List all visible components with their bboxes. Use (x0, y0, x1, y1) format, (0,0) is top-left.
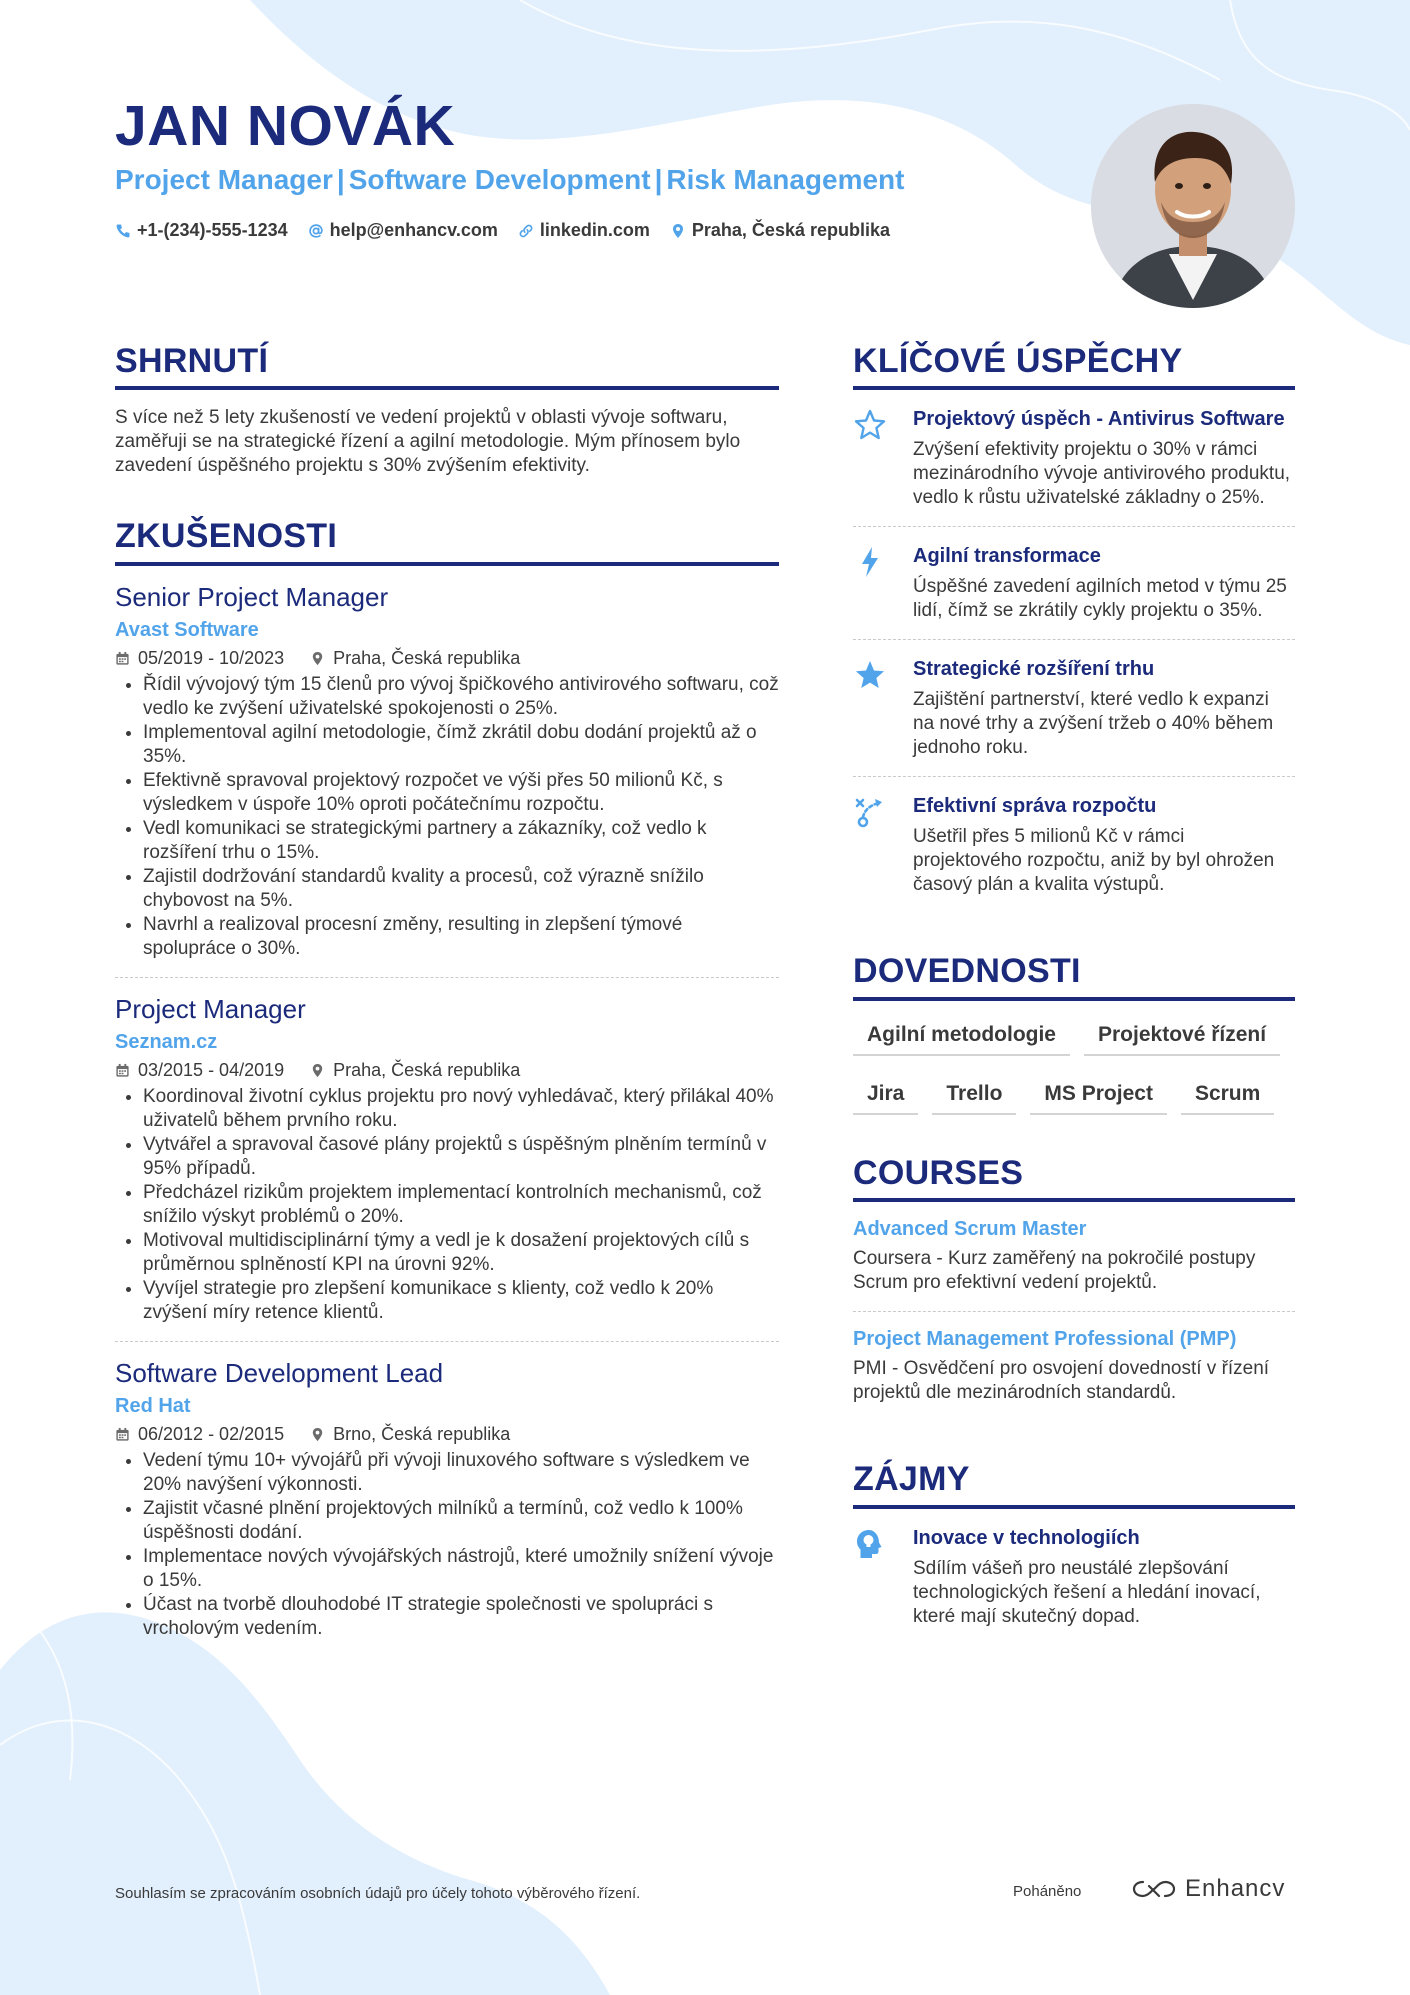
achievement-title: Strategické rozšíření trhu (913, 658, 1155, 681)
achievements-section (853, 343, 1295, 913)
date-range: 03/2015 - 04/2019 (138, 1060, 285, 1081)
bullet-item: • Implementoval agilní metodologie, čímž zkrátil dobu dodání projektů až o 35%. (143, 721, 779, 769)
company-name: Avast Software (115, 618, 259, 641)
brand-logo[interactable] (1131, 1875, 1285, 1903)
course-desc: Coursera - Kurz zaměřený na pokročilé postupy Scrum pro efektivní vedení projektů. (853, 1248, 1256, 1294)
lightning-icon (853, 545, 887, 579)
course-title: Advanced Scrum Master (853, 1218, 1087, 1241)
achievement-item (853, 640, 1295, 777)
skill-tag: Jira (853, 1082, 918, 1115)
job-bullets (115, 1085, 779, 1325)
contact-phone[interactable] (115, 220, 288, 241)
summary-section (115, 343, 779, 478)
contact-email[interactable] (308, 220, 498, 241)
job-dates (115, 1424, 284, 1445)
star-outline-icon (853, 408, 887, 442)
contact-linkedin[interactable] (518, 220, 650, 241)
bullet-item: • Řídil vývojový tým 15 členů pro vývoj špičkového antivirového softwaru, což vedlo ke zvýšení uživatelské spokojenosti o 25%. (143, 673, 779, 721)
headline-role: Risk Management (666, 164, 905, 195)
email-text: help@enhancv.com (329, 220, 498, 240)
location-pin-icon (310, 651, 325, 666)
achievement-item (853, 777, 1295, 913)
calendar-icon (115, 1063, 130, 1078)
bullet-item: • Koordinoval životní cyklus projektu pro nový vyhledávač, který přilákal 40% uživatelů během prvního roku. (143, 1085, 779, 1133)
achievement-desc: Zajištění partnerství, které vedlo k expanzi na nové trhy a zvýšení tržeb o 40% během jednoho roku. (913, 689, 1274, 759)
section-title: COURSES (853, 1155, 1295, 1202)
bullet-item: • Zajistil dodržování standardů kvality a procesů, což výrazně snížilo chybovost na 5%. (143, 865, 779, 913)
job-bullets (115, 1449, 779, 1641)
bullet-item: • Účast na tvorbě dlouhodobé IT strategie společnosti ve spolupráci s vrcholovým vedením. (143, 1593, 779, 1641)
interest-desc: Sdílím vášeň pro neustálé zlepšování technologických řešení a hledání inovací, které mají skutečný dopad. (913, 1557, 1261, 1627)
achievement-desc: Úspěšné zavedení agilních metod v týmu 25 lidí, čímž se zkrátily cykly projektu o 35%. (913, 576, 1287, 622)
headline-separator: | (654, 164, 663, 195)
location-pin-icon (310, 1063, 325, 1078)
achievement-title: Agilní transformace (913, 545, 1101, 568)
contact-location (670, 220, 890, 241)
enhancv-logo-icon (1131, 1876, 1177, 1902)
job-dates (115, 648, 284, 669)
bullet-item: • Vedl komunikaci se strategickými partnery a zákazníky, což vedlo k rozšíření trhu o 15%. (143, 817, 779, 865)
skill-tag: MS Project (1030, 1082, 1167, 1115)
skills-section (853, 953, 1295, 1114)
job-title: Senior Project Manager (115, 581, 389, 612)
course-item (853, 1202, 1295, 1312)
achievement-item (853, 527, 1295, 640)
headline-role: Project Manager (115, 164, 333, 195)
section-title: DOVEDNOSTI (853, 953, 1295, 1000)
powered-by-label: Poháněno (1013, 1883, 1082, 1900)
course-title: Project Management Professional (PMP) (853, 1328, 1237, 1351)
achievement-title: Efektivní správa rozpočtu (913, 795, 1157, 818)
calendar-icon (115, 651, 130, 666)
headline-separator: | (336, 164, 345, 195)
job-entry (115, 1342, 779, 1657)
skill-tag: Trello (932, 1082, 1016, 1115)
contact-bar (115, 220, 890, 241)
courses-section (853, 1155, 1295, 1421)
job-entry (115, 978, 779, 1342)
job-meta (115, 1060, 779, 1081)
job-entry (115, 566, 779, 978)
interests-section (853, 1461, 1295, 1644)
skills-list (853, 1023, 1295, 1115)
strategy-icon (853, 795, 887, 829)
section-title: ZKUŠENOSTI (115, 518, 779, 565)
calendar-icon (115, 1427, 130, 1442)
interest-item (853, 1509, 1295, 1645)
star-filled-icon (853, 658, 887, 692)
job-meta (115, 648, 779, 669)
phone-text: +1-(234)-555-1234 (137, 220, 288, 240)
left-column (115, 343, 779, 1697)
phone-icon (115, 223, 131, 239)
location-text: Brno, Česká republika (333, 1424, 511, 1445)
location-text: Praha, Česká republika (333, 1060, 521, 1081)
section-title: KLÍČOVÉ ÚSPĚCHY (853, 343, 1295, 390)
company-name: Seznam.cz (115, 1031, 218, 1054)
section-title: ZÁJMY (853, 1461, 1295, 1508)
linkedin-text: linkedin.com (539, 220, 650, 240)
skill-tag: Scrum (1181, 1082, 1274, 1115)
location-pin-icon (310, 1427, 325, 1442)
summary-text: S více než 5 lety zkušeností ve vedení projektů v oblasti vývoje softwaru, zaměřuji se na strategické řízení a agilní metodologie. Mým přínosem bylo zavedení úspěšného projektu s 30% zvýšením efektivity. (115, 407, 741, 477)
bullet-item: • Motivoval multidisciplinární týmy a vedl je k dosažení projektových cílů s průměrnou splněností KPI na úrovni 92%. (143, 1229, 779, 1277)
achievement-desc: Ušetřil přes 5 milionů Kč v rámci projektového rozpočtu, aniž by byl ohrožen časový plán a kvalita výstupů. (913, 826, 1275, 896)
bullet-item: • Zajistit včasné plnění projektových milníků a termínů, což vedlo k 100% úspěšnosti dodání. (143, 1497, 779, 1545)
location-pin-icon (670, 223, 686, 239)
section-title: SHRNUTÍ (115, 343, 779, 390)
experience-section (115, 518, 779, 1657)
bullet-item: • Vyvíjel strategie pro zlepšení komunikace s klienty, což vedlo k 20% zvýšení míry retence klientů. (143, 1277, 779, 1325)
location-text: Praha, Česká republika (691, 220, 891, 240)
job-title: Project Manager (115, 993, 306, 1024)
achievement-item (853, 390, 1295, 527)
job-location (310, 648, 520, 669)
job-meta (115, 1424, 779, 1445)
skill-tag: Agilní metodologie (853, 1023, 1070, 1056)
skill-tag: Projektové řízení (1084, 1023, 1280, 1056)
head-idea-icon (853, 1527, 887, 1561)
bullet-item: • Implementace nových vývojářských nástrojů, které umožnily snížení vývoje o 15%. (143, 1545, 779, 1593)
course-item (853, 1312, 1295, 1421)
bullet-item: • Předcházel rizikům projektem implementací kontrolních mechanismů, což snížilo výskyt problémů o 20%. (143, 1181, 779, 1229)
job-bullets (115, 673, 779, 961)
job-location (310, 1060, 520, 1081)
bullet-item: • Vytvářel a spravoval časové plány projektů s úspěšným plněním termínů v 95% případů. (143, 1133, 779, 1181)
achievement-desc: Zvýšení efektivity projektu o 30% v rámci mezinárodního vývoje antivirového produktu, vedlo k růstu uživatelské základny o 25%. (913, 439, 1291, 509)
course-desc: PMI - Osvědčení pro osvojení dovedností v řízení projektů dle mezinárodních standardů. (853, 1358, 1270, 1404)
job-title: Software Development Lead (115, 1358, 444, 1389)
job-dates (115, 1060, 284, 1081)
date-range: 06/2012 - 02/2015 (138, 1424, 285, 1445)
bullet-item: • Navrhl a realizoval procesní změny, resulting in zlepšení týmové spolupráce o 30%. (143, 913, 779, 961)
date-range: 05/2019 - 10/2023 (138, 647, 285, 668)
consent-note: Souhlasím se zpracováním osobních údajů pro účely tohoto výběrového řízení. (115, 1885, 641, 1902)
headline-role: Software Development (348, 164, 651, 195)
bullet-item: • Vedení týmu 10+ vývojářů při vývoji linuxového software s výsledkem ve 20% navýšení výkonnosti. (143, 1449, 779, 1497)
candidate-name: JAN NOVÁK (115, 94, 456, 158)
right-column (853, 343, 1295, 1685)
interest-title: Inovace v technologiích (913, 1526, 1140, 1549)
headline (115, 166, 904, 194)
link-icon (518, 223, 534, 239)
location-text: Praha, Česká republika (333, 647, 521, 668)
job-location (310, 1424, 510, 1445)
brand-name: Enhancv (1185, 1875, 1286, 1902)
bullet-item: • Efektivně spravoval projektový rozpočet ve výši přes 50 milionů Kč, s výsledkem v úspoře 10% oproti počátečnímu rozpočtu. (143, 769, 779, 817)
company-name: Red Hat (115, 1395, 191, 1418)
at-sign-icon (308, 223, 324, 239)
profile-photo (1091, 104, 1295, 308)
achievement-title: Projektový úspěch - Antivirus Software (913, 408, 1285, 431)
